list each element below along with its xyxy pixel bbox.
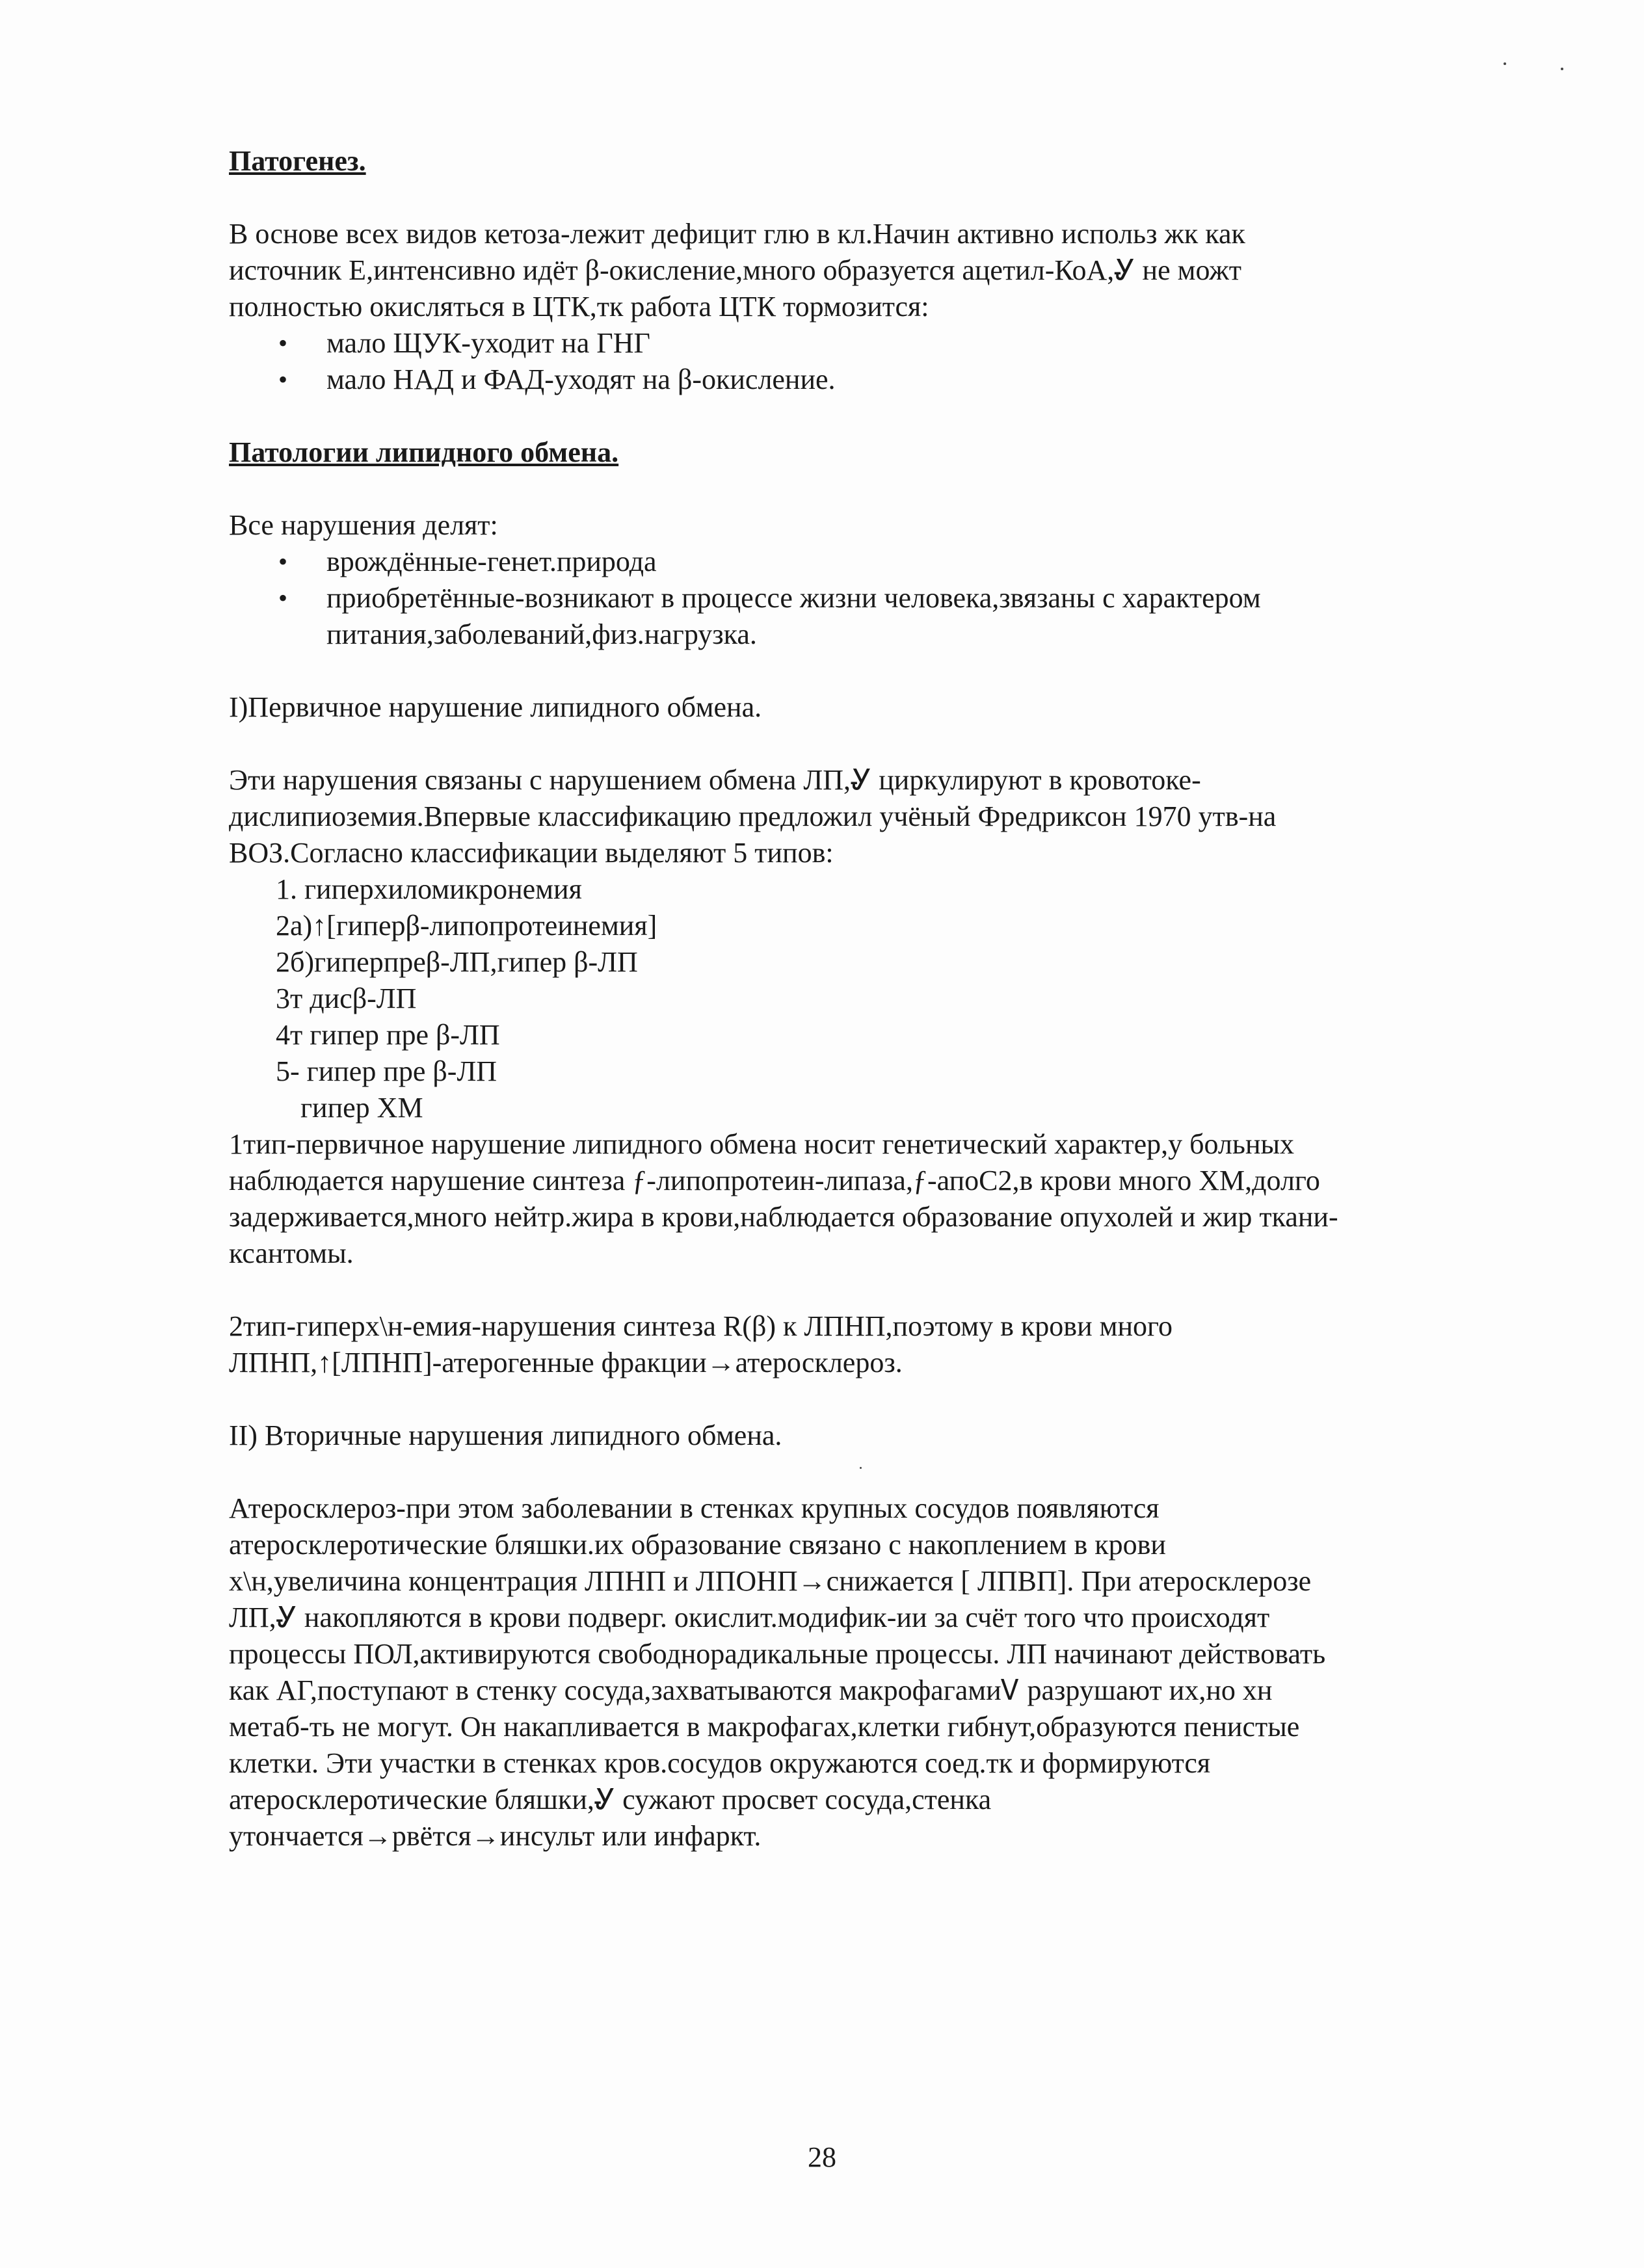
paragraph-line: наблюдается нарушение синтеза ƒ-липопротеин-липаза,ƒ-апоС2,в крови много ХМ,долго	[229, 1165, 1320, 1196]
type-item: 3т дисβ-ЛП	[276, 982, 417, 1014]
paragraph-line: Эти нарушения связаны с нарушением обмена ЛП,Ꮍ циркулируют в кровотоке-	[229, 764, 1201, 796]
section-heading-pathogenesis: Патогенез.	[229, 145, 366, 177]
subsection-title-secondary: II) Вторичные нарушения липидного обмена.	[229, 1419, 782, 1451]
paragraph-line: Все нарушения делят:	[229, 509, 498, 541]
paragraph-line: дислипиоземия.Впервые классификацию предложил учёный Фредриксон 1970 утв-на	[229, 800, 1277, 832]
type-classification-list	[229, 871, 1523, 1126]
bullet-item: • мало ЩУК-уходит на ГНГ	[229, 325, 1523, 362]
type-item: 1. гиперхиломикронемия	[276, 873, 582, 905]
bullet-list	[229, 325, 1523, 398]
paragraph-line: 1тип-первичное нарушение липидного обмена носит генетический характер,у больных	[229, 1128, 1295, 1160]
scan-speck	[1561, 68, 1563, 70]
bullet-list	[229, 544, 1523, 653]
paragraph-line: ксантомы.	[229, 1237, 354, 1269]
type-item: 2б)гиперпреβ-ЛП,гипер β-ЛП	[276, 946, 638, 978]
paragraph-line: атеросклеротические бляшки.их образование связано с накоплением в крови	[229, 1529, 1166, 1561]
bullet-item: • мало НАД и ФАД-уходят на β-окисление.	[229, 362, 1523, 398]
paragraph-line: 2тип-гиперх\н-емия-нарушения синтеза R(β) к ЛПНП,поэтому в крови много	[229, 1310, 1173, 1342]
paragraph-line: Атеросклероз-при этом заболевании в стенках крупных сосудов появляются	[229, 1492, 1160, 1524]
scan-speck	[1504, 62, 1506, 65]
type-item: 4т гипер пре β-ЛП	[276, 1019, 500, 1051]
type-item: гипер ХМ	[300, 1092, 423, 1124]
paragraph-line: как АГ,поступают в стенку сосуда,захватываются макрофагамиᏙ разрушают их,но хн	[229, 1674, 1273, 1706]
paragraph-line: полностью окисляться в ЦТК,тк работа ЦТК тормозится:	[229, 291, 929, 323]
paragraph-line: ЛП,Ꮍ накопляются в крови подверг. окислит.модифик-ии за счёт того что происходят	[229, 1602, 1270, 1633]
paragraph-line: В основе всех видов кетоза-лежит дефицит глю в кл.Начин активно использ жк как	[229, 218, 1245, 250]
document-body	[229, 143, 1523, 1854]
paragraph-line: ВОЗ.Согласно классификации выделяют 5 типов:	[229, 837, 834, 869]
paragraph-line: источник Е,интенсивно идёт β-окисление,много образуется ацетил-КоА,Ꮍ не можт	[229, 254, 1241, 286]
bullet-text: приобретённые-возникают в процессе жизни человека,звязаны с характером	[326, 582, 1261, 614]
bullet-item	[229, 580, 1523, 653]
paragraph-line: утончается→рвётся→инсульт или инфаркт.	[229, 1820, 762, 1852]
subsection-title-primary: I)Первичное нарушение липидного обмена.	[229, 691, 762, 723]
paragraph-line: ЛПНП,↑[ЛПНП]-атерогенные фракции→атеросклероз.	[229, 1347, 903, 1378]
type-item: 5- гипер пре β-ЛП	[276, 1055, 497, 1087]
page-number: 28	[808, 2141, 836, 2173]
section-heading-lipid-pathology: Патологии липидного обмена.	[229, 436, 619, 468]
paragraph-line: метаб-ть не могут. Он накапливается в макрофагах,клетки гибнут,образуются пенистые	[229, 1711, 1300, 1743]
bullet-text: врождённые-генет.природа	[326, 546, 657, 577]
bullet-text: питания,заболеваний,физ.нагрузка.	[326, 618, 757, 650]
paragraph-line: атеросклеротические бляшки,Ꮍ сужают просвет сосуда,стенка	[229, 1784, 992, 1815]
paragraph-line: процессы ПОЛ,активируются свободнорадикальные процессы. ЛП начинают действовать	[229, 1638, 1326, 1670]
type-item: 2а)↑[гиперβ-липопротеинемия]	[276, 910, 657, 942]
bullet-item	[229, 544, 1523, 580]
paragraph-line: задерживается,много нейтр.жира в крови,наблюдается образование опухолей и жир ткани-	[229, 1201, 1338, 1233]
paragraph-line: клетки. Эти участки в стенках кров.сосудов окружаются соед.тк и формируются	[229, 1747, 1211, 1779]
paragraph-line: х\н,увеличина концентрация ЛПНП и ЛПОНП→снижается [ ЛПВП]. При атеросклерозе	[229, 1565, 1312, 1597]
